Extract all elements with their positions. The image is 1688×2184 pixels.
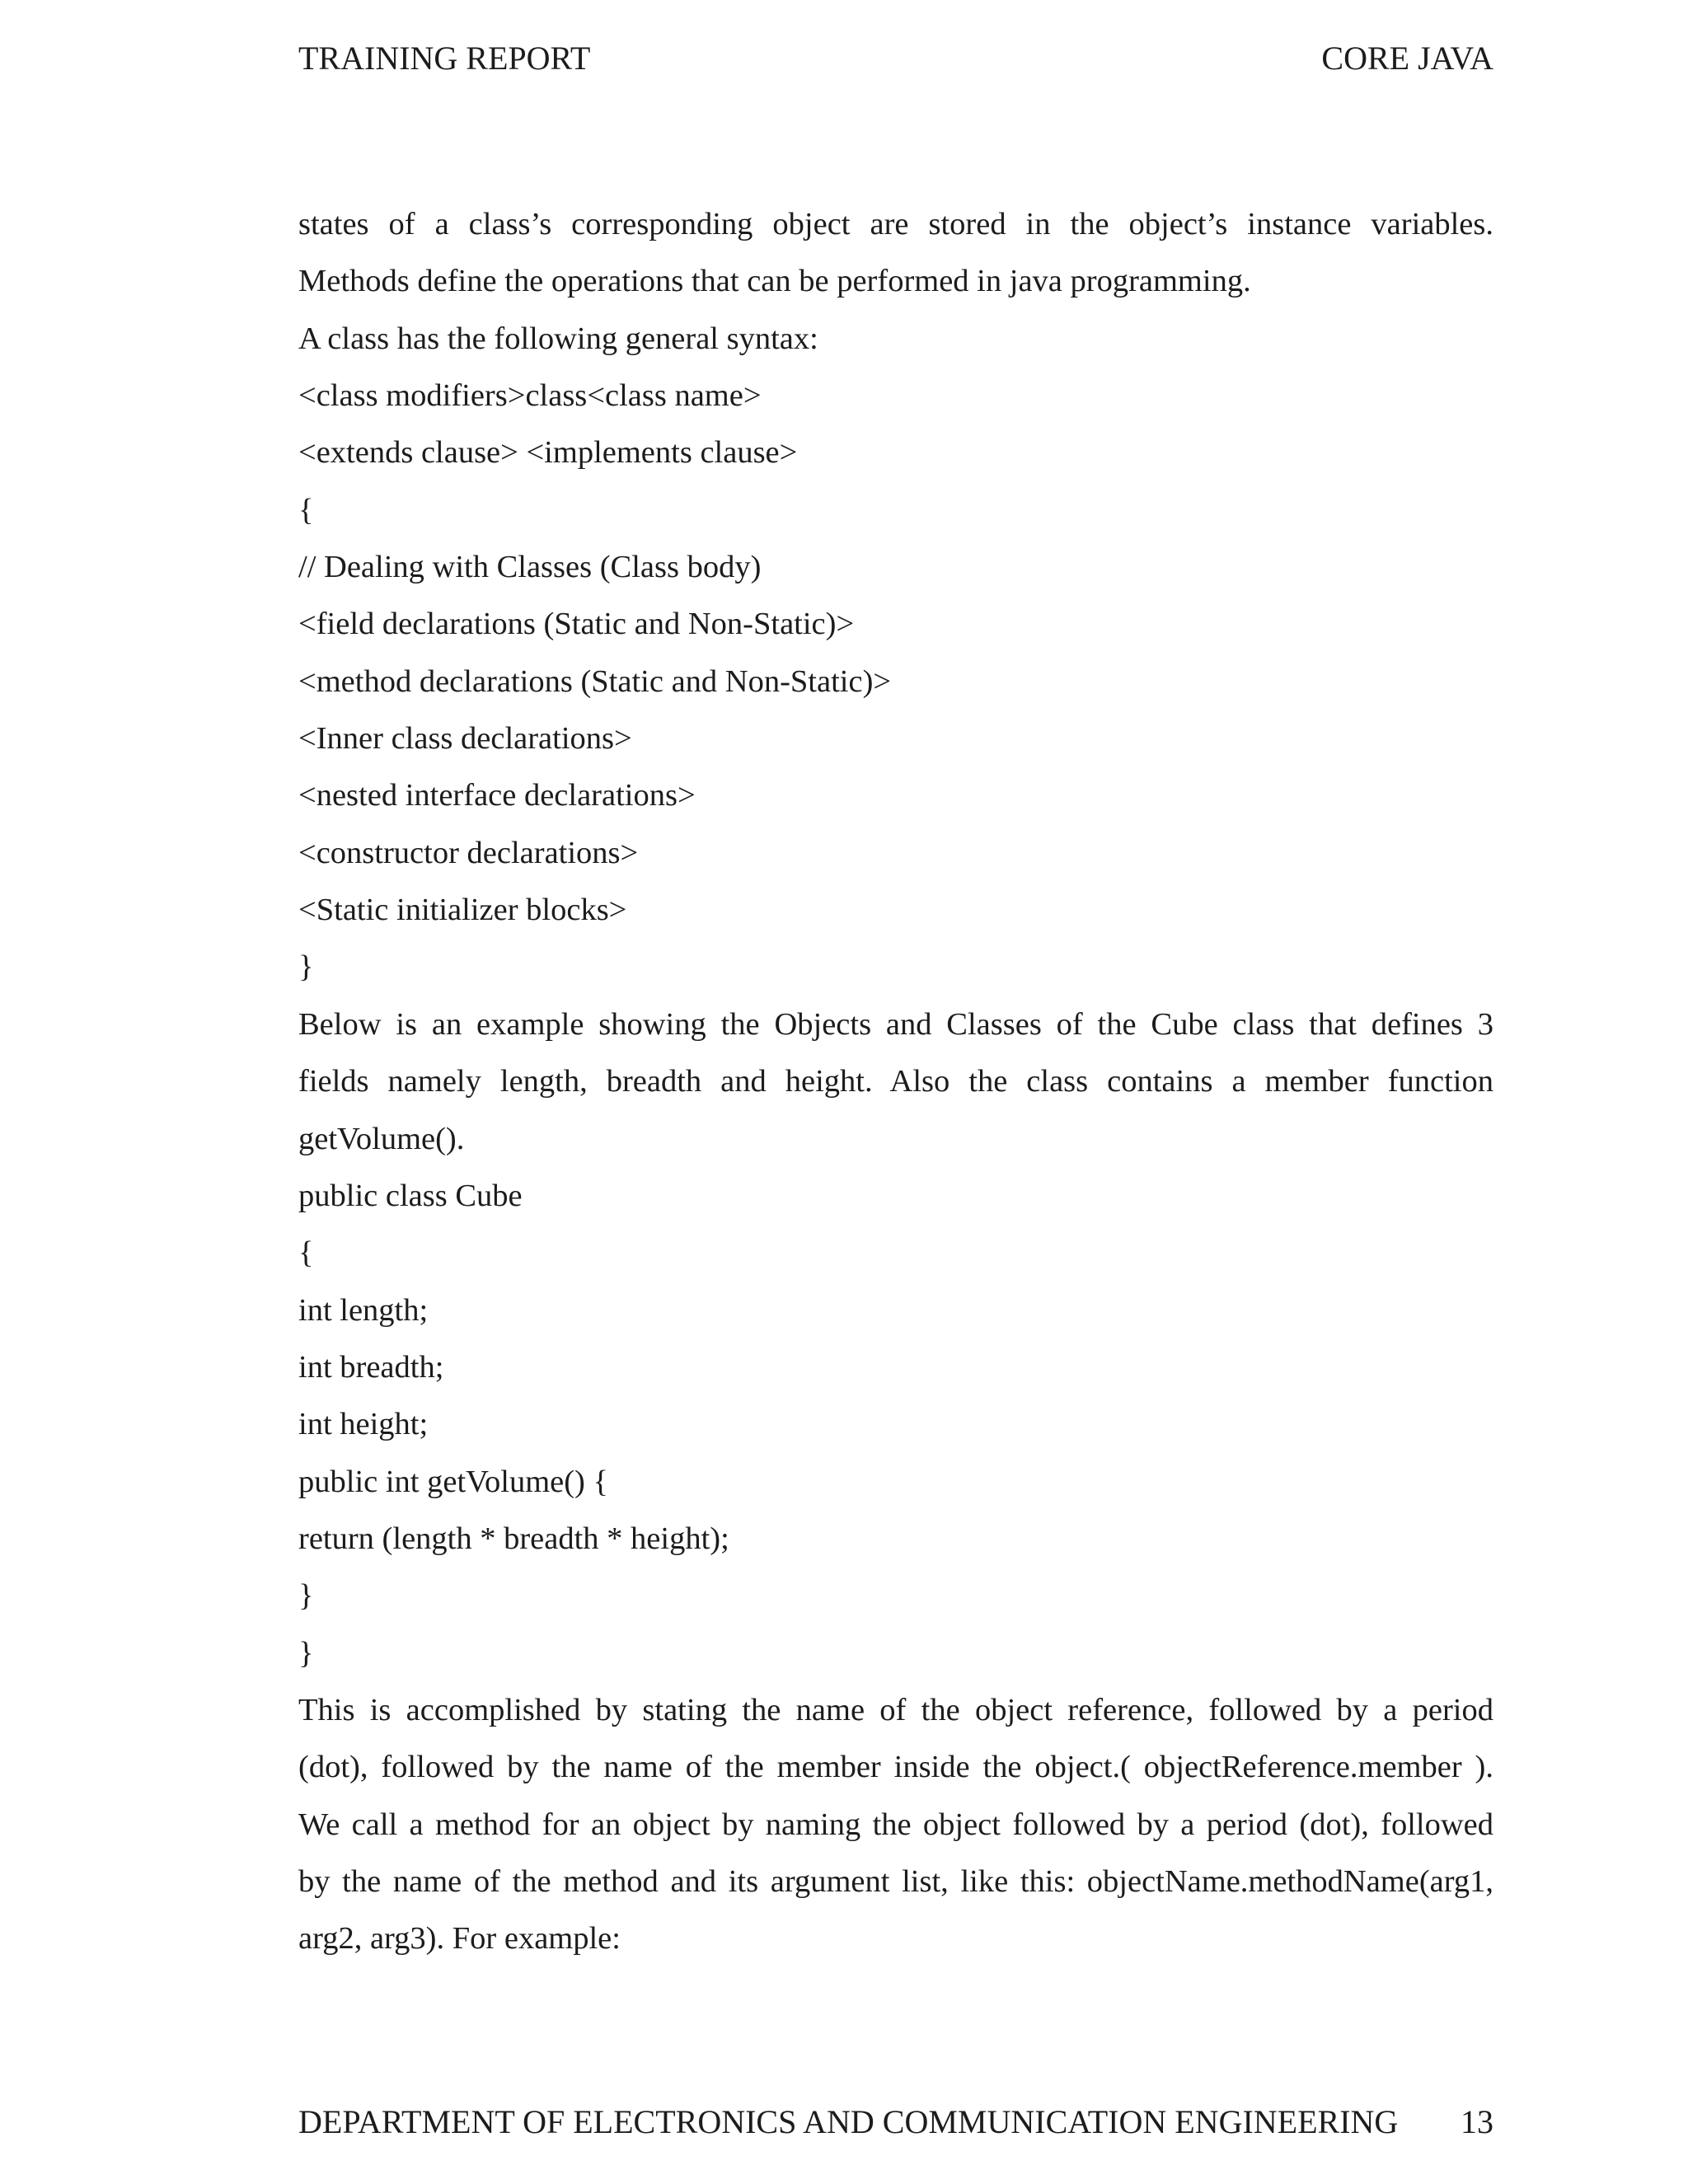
body-line: { — [298, 492, 314, 527]
body-line: A class has the following general syntax: — [298, 321, 818, 356]
body-line: <Inner class declarations> — [298, 721, 632, 757]
body-line: (dot), followed by the name of the member inside the object.( objectReference.member ). — [298, 1750, 1493, 1785]
body-line: by the name of the method and its argument list, like this: objectName.methodName(arg1, — [298, 1863, 1493, 1899]
page-body — [298, 196, 1493, 1968]
body-line: <Static initializer blocks> — [298, 893, 627, 928]
body-line: <field declarations (Static and Non-Static)> — [298, 607, 855, 642]
body-line: public class Cube — [298, 1178, 523, 1213]
body-line: <nested interface declarations> — [298, 778, 696, 813]
body-line: public int getVolume() { — [298, 1464, 608, 1499]
body-line: getVolume(). — [298, 1121, 465, 1156]
header-report-title: TRAINING REPORT — [298, 40, 591, 77]
body-line: } — [298, 1635, 314, 1671]
body-line: <extends clause> <implements clause> — [298, 435, 798, 471]
body-line: int breadth; — [298, 1349, 444, 1385]
body-line: return (length * breadth * height); — [298, 1521, 729, 1556]
body-line: We call a method for an object by naming the object followed by a period (dot), followed — [298, 1807, 1493, 1842]
body-line: } — [298, 949, 314, 985]
footer-page-number: 13 — [1461, 2103, 1493, 2140]
body-line: Methods define the operations that can be performed in java programming. — [298, 264, 1251, 299]
body-line: <class modifiers>class<class name> — [298, 378, 762, 414]
body-line: // Dealing with Classes (Class body) — [298, 550, 762, 585]
body-line: arg2, arg3). For example: — [298, 1921, 621, 1957]
body-line: { — [298, 1235, 314, 1271]
header-subject-title: CORE JAVA — [1321, 40, 1493, 77]
body-line: This is accomplished by stating the name of the object reference, followed by a period — [298, 1692, 1493, 1727]
body-line: int height; — [298, 1407, 429, 1442]
body-line: <constructor declarations> — [298, 835, 639, 870]
body-line: } — [298, 1578, 314, 1614]
body-line: fields namely length, breadth and height. Also the class contains a member function — [298, 1064, 1493, 1099]
footer-department: DEPARTMENT OF ELECTRONICS AND COMMUNICATION ENGINEERING — [298, 2103, 1399, 2140]
body-line: int length; — [298, 1292, 429, 1328]
body-line: Below is an example showing the Objects and Classes of the Cube class that defines 3 — [298, 1006, 1493, 1042]
body-line: states of a class’s corresponding object are stored in the object’s instance variables. — [298, 207, 1493, 241]
page-footer — [298, 2102, 1493, 2143]
page-header — [298, 38, 1493, 79]
body-line: <method declarations (Static and Non-Static)> — [298, 663, 892, 699]
